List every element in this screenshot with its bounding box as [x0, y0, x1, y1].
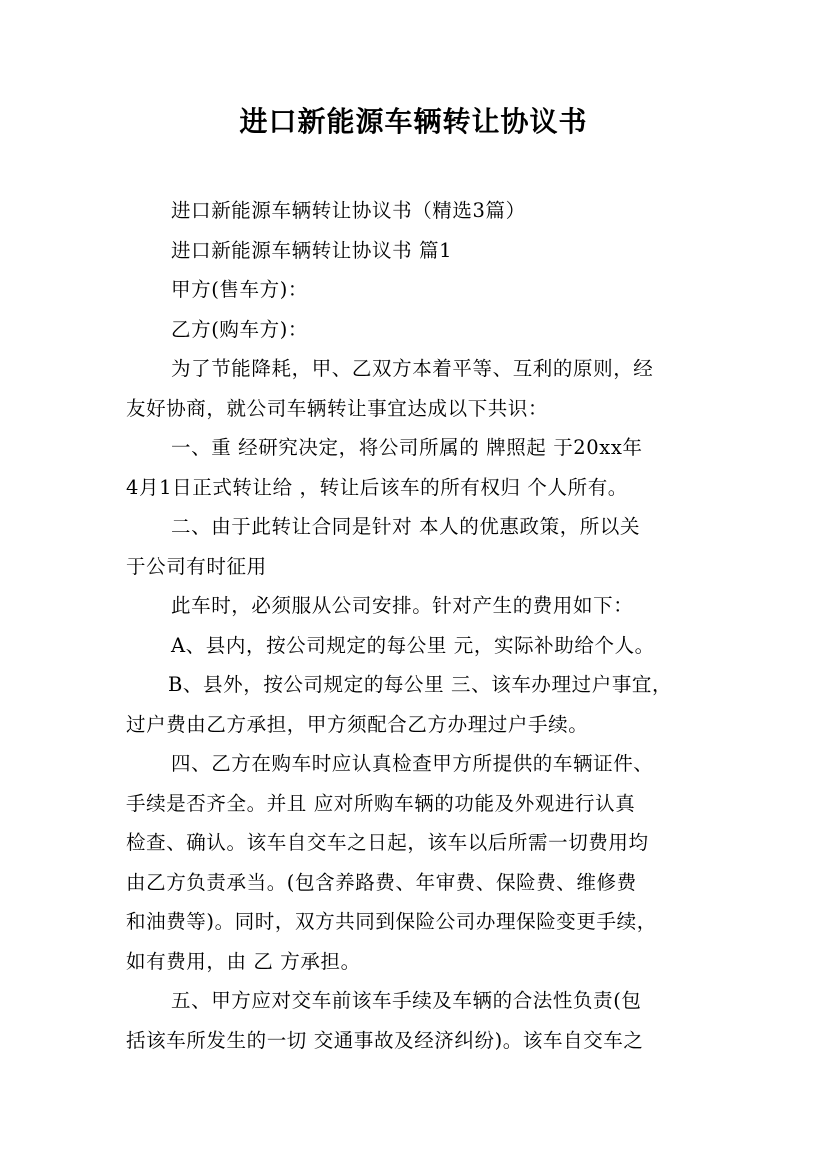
- paragraph-line: 4月1日正式转让给 ，转让后该车的所有权归 个人所有。: [126, 475, 628, 499]
- paragraph-line: B、县外，按公司规定的每公里 三、该车办理过户事宜，: [168, 673, 673, 696]
- document-body: [126, 191, 716, 1060]
- paragraph-line: A、县内，按公司规定的每公里 元，实际补助给个人。: [171, 633, 655, 657]
- paragraph-line: 为了节能降耗，甲、乙双方本着平等、互利的原则，经: [171, 357, 654, 380]
- paragraph-line: 二、由于此转让合同是针对 本人的优惠政策，所以关: [171, 515, 641, 538]
- paragraph-line: 五、甲方应对交车前该车手续及车辆的合法性负责(包: [171, 989, 642, 1012]
- paragraph-line: 由乙方负责承当。(包含养路费、年审费、保险费、维修费: [126, 870, 637, 894]
- paragraph-line: 进口新能源车辆转让协议书（精选3篇）: [171, 199, 526, 222]
- paragraph-line: 四、乙方在购车时应认真检查甲方所提供的车辆证件、: [171, 752, 654, 775]
- paragraph-line: 过户费由乙方承担，甲方须配合乙方办理过户手续。: [126, 712, 589, 736]
- paragraph-line: 如有费用，由 乙 方承担。: [126, 949, 361, 973]
- paragraph-line: 和油费等)。同时，双方共同到保险公司办理保险变更手续，: [126, 910, 657, 933]
- paragraph-line: 甲方(售车方)：: [171, 278, 309, 301]
- paragraph-line: 检查、确认。该车自交车之日起，该车以后所需一切费用均: [126, 831, 649, 854]
- paragraph-line: 友好协商，就公司车辆转让事宜达成以下共识：: [126, 396, 549, 420]
- document-title: 进口新能源车辆转让协议书: [239, 105, 588, 138]
- paragraph-line: 进口新能源车辆转让协议书 篇1: [171, 238, 453, 262]
- paragraph-line: 括该车所发生的一切 交通事故及经济纠纷)。该车自交车之: [126, 1028, 644, 1052]
- paragraph-line: 手续是否齐全。并且 应对所购车辆的功能及外观进行认真: [126, 791, 636, 815]
- paragraph-line: 乙方(购车方)：: [171, 317, 309, 341]
- paragraph-line: 此车时，必须服从公司安排。针对产生的费用如下：: [171, 594, 634, 617]
- paragraph-line: 一、重 经研究决定，将公司所属的 牌照起 于20xx年: [171, 436, 643, 459]
- paragraph-line: 于公司有时征用: [126, 554, 267, 578]
